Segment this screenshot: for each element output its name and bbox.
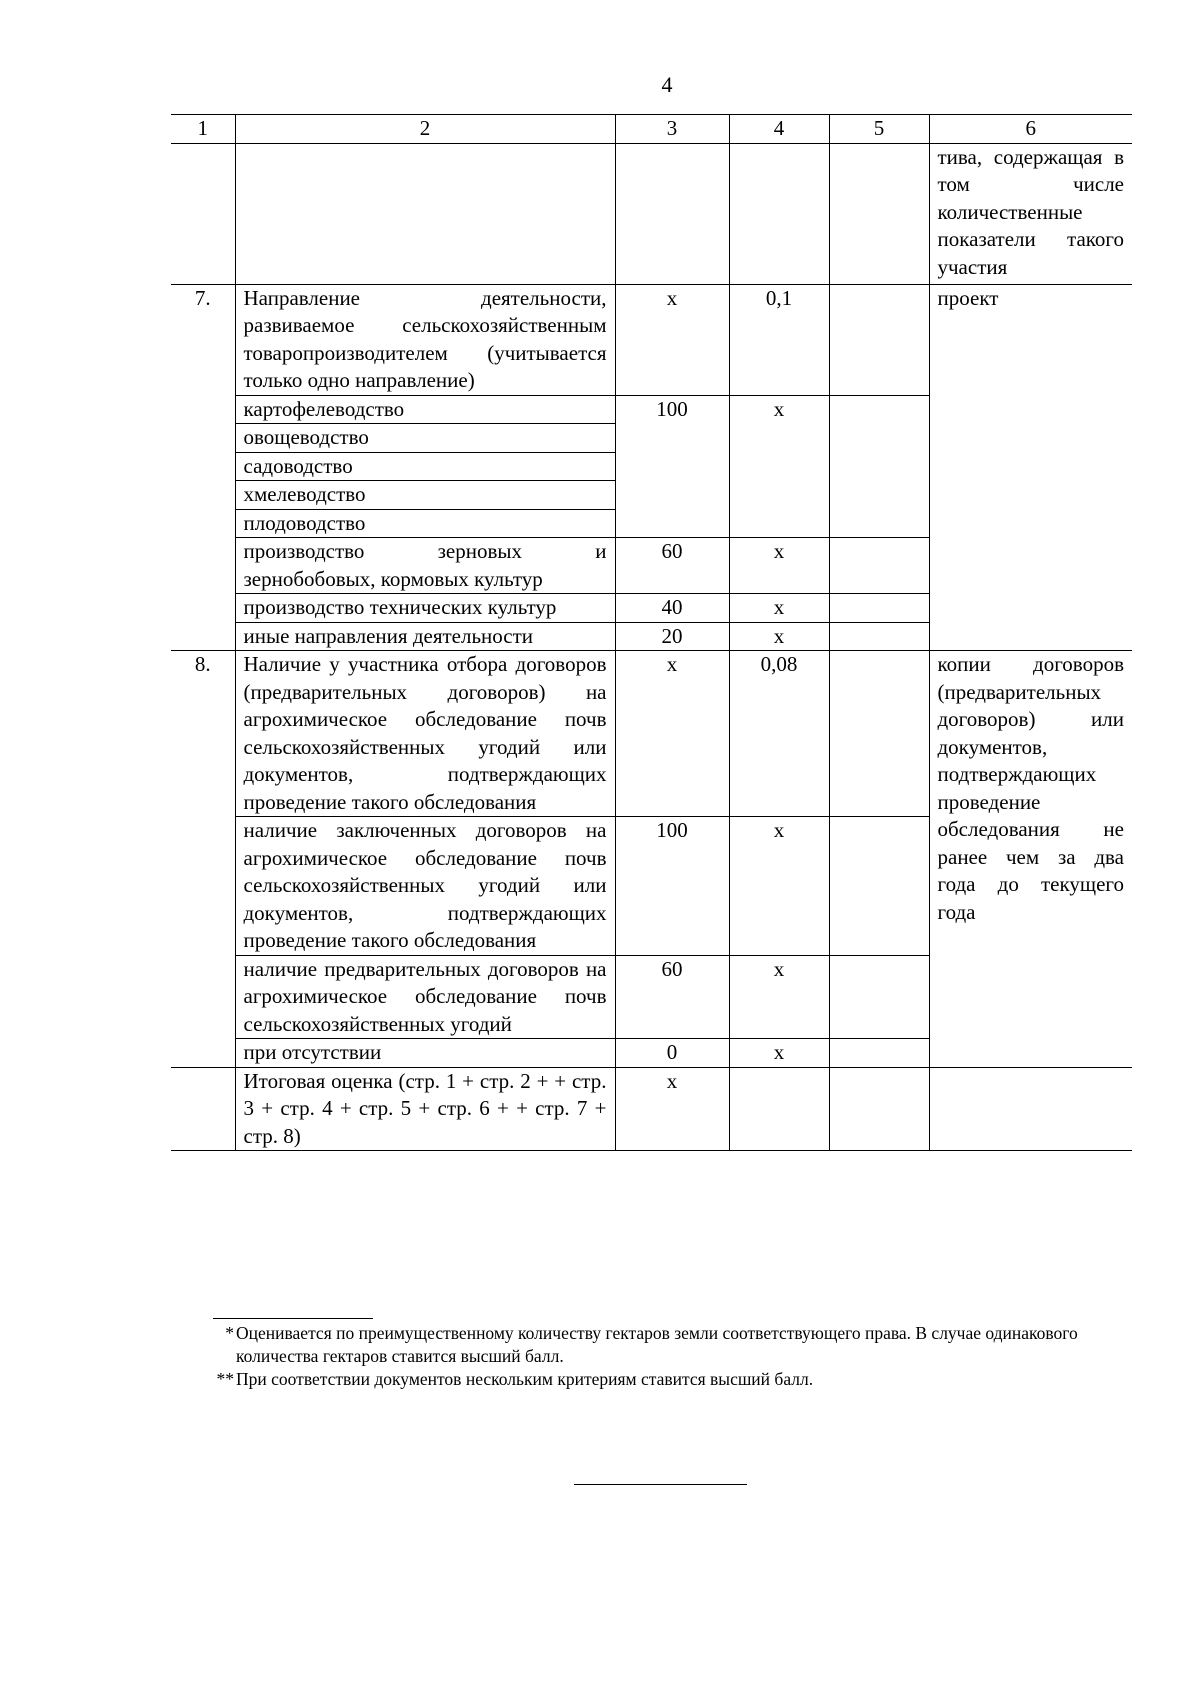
row-7-option-technical-score: 40 [615, 594, 729, 623]
row-7-option-hops: хмелеводство [235, 481, 615, 510]
header-col-2: 2 [235, 115, 615, 144]
row-7-option-other-score: 20 [615, 622, 729, 651]
row-7-weight: 0,1 [729, 284, 829, 395]
row-8-option-absent-score: 0 [615, 1039, 729, 1068]
row-8-weight: 0,08 [729, 651, 829, 817]
row-7-option-potato: картофелеводство [235, 395, 615, 424]
header-col-1: 1 [171, 115, 235, 144]
row-7-option-technical-col4: х [729, 594, 829, 623]
criteria-table [171, 114, 1132, 1151]
row-7-option-grain-score: 60 [615, 538, 729, 594]
row-8-option-contracts-col4: х [729, 817, 829, 956]
row-7-option-grain-col4: х [729, 538, 829, 594]
row-8-option-preliminary-label: наличие предварительных договоров на агрохимическое обследование почв сельскохозяйственных угодий [235, 955, 615, 1039]
row-8-option-absent-col4: х [729, 1039, 829, 1068]
row-8-document: копии договоров (предварительных договоров) или документов, подтверждающих проведение обследования не ранее чем за два года до текущего года [929, 651, 1132, 1068]
page-number: 4 [661, 72, 673, 97]
total-label: Итоговая оценка (стр. 1 + стр. 2 + + стр. 3 + стр. 4 + стр. 5 + стр. 6 + + стр. 7 + стр. 8) [235, 1067, 615, 1151]
header-col-3: 3 [615, 115, 729, 144]
row-8-option-preliminary-score: 60 [615, 955, 729, 1039]
table-header-row [171, 115, 1132, 144]
header-col-6: 6 [929, 115, 1132, 144]
row-7-document: проект [929, 284, 1132, 651]
continuation-document-text: тива, содержащая в том числе количественные показатели такого участия [937, 144, 1124, 279]
total-col3: х [615, 1067, 729, 1151]
row-7-option-grain-label: производство зерновых и зернобобовых, кормовых культур [235, 538, 615, 594]
row-8-option-preliminary-col4: х [729, 955, 829, 1039]
row-7-option-other-col4: х [729, 622, 829, 651]
row-7-group1-score: 100 [615, 395, 729, 538]
row-7-option-vegetables: овощеводство [235, 424, 615, 453]
footnotes [206, 1322, 1126, 1391]
footnote-2-mark: ** [216, 1369, 234, 1389]
footnote-1-mark: * [225, 1323, 234, 1343]
footnote-2 [206, 1368, 1126, 1391]
row-7-col3: х [615, 284, 729, 395]
row-8-option-contracts-score: 100 [615, 817, 729, 956]
footnote-1-text: Оценивается по преимущественному количеству гектаров земли соответствующего права. В случае одинакового количества гектаров ставится высший балл. [236, 1323, 1078, 1366]
table-row-7 [171, 284, 1132, 395]
footnote-1 [206, 1322, 1126, 1368]
footnote-divider [213, 1318, 373, 1319]
footnote-2-text: При соответствии документов нескольким критериям ставится высший балл. [236, 1369, 814, 1389]
row-7-option-fruit: плодоводство [235, 509, 615, 538]
header-col-4: 4 [729, 115, 829, 144]
row-7-option-other-label: иные направления деятельности [235, 622, 615, 651]
row-7-title: Направление деятельности, развиваемое сельскохозяйственным товаропроизводителем (учитывается только одно направление) [235, 284, 615, 395]
row-8-title: Наличие у участника отбора договоров (предварительных договоров) на агрохимическое обследование почв сельскохозяйственных угодий или документов, подтверждающих проведение такого обследования [235, 651, 615, 817]
row-8-option-contracts-label: наличие заключенных договоров на агрохимическое обследование почв сельскохозяйственных угодий или документов, подтверждающих проведение такого обследования [235, 817, 615, 956]
end-divider [574, 1484, 747, 1485]
table-row-8 [171, 651, 1132, 817]
total-row [171, 1067, 1132, 1151]
row-7-option-technical-label: производство технических культур [235, 594, 615, 623]
row-8-col3: х [615, 651, 729, 817]
row-7-group1-col4: х [729, 395, 829, 538]
row-7-number: 7. [171, 284, 235, 651]
row-7-option-gardening: садоводство [235, 452, 615, 481]
row-8-number: 8. [171, 651, 235, 1068]
header-col-5: 5 [829, 115, 929, 144]
continuation-row [171, 143, 1132, 284]
row-8-option-absent-label: при отсутствии [235, 1039, 615, 1068]
